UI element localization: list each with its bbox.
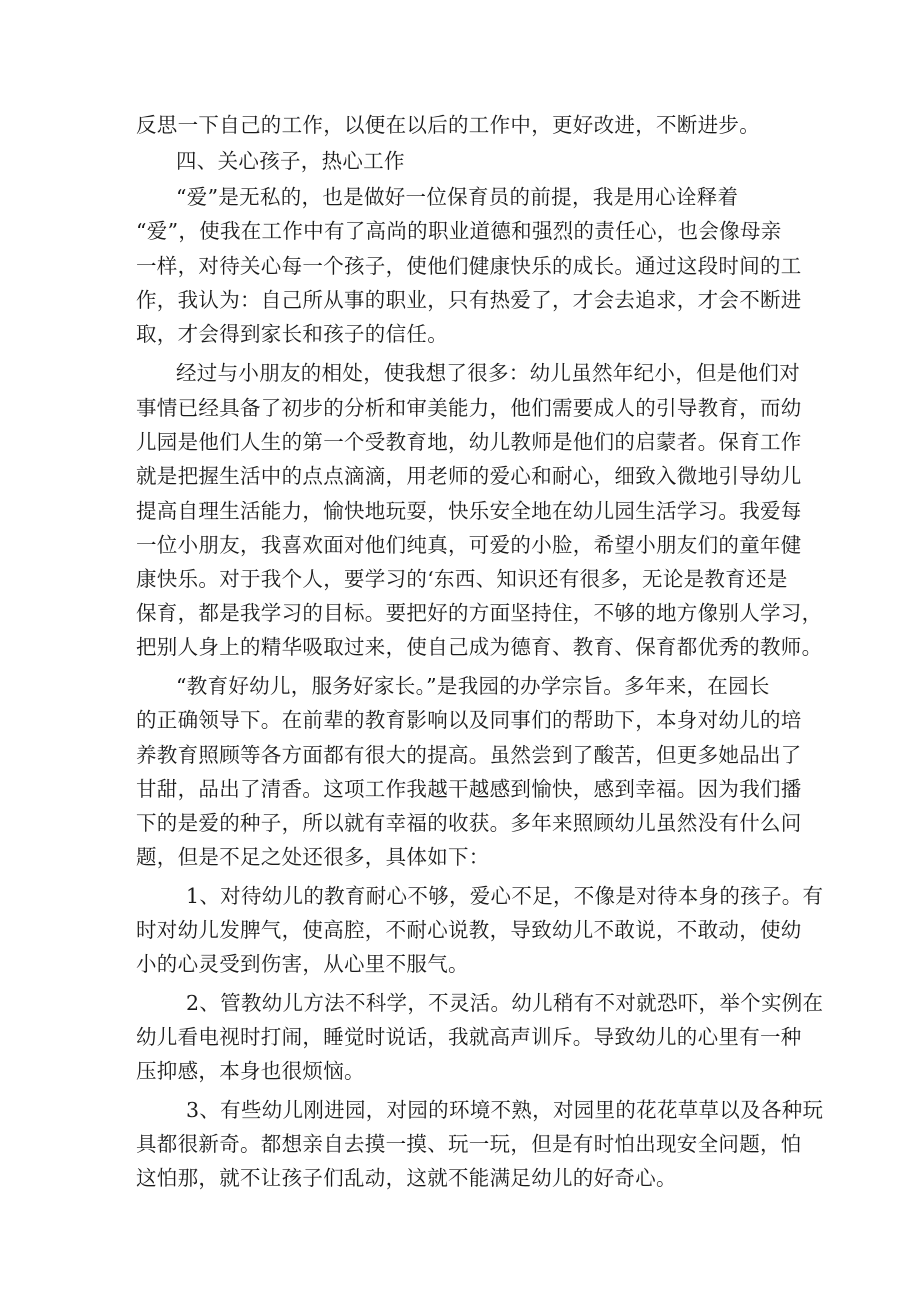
text-line: “爱”是无私的，也是做好一位保育员的前提，我是用心诠释着 — [176, 185, 739, 209]
text-line: 养教育照顾等各方面都有很大的提高。虽然尝到了酸苦，但更多她品出了 — [136, 743, 802, 767]
text-line: 康快乐。对于我个人，要学习的‘东西、知识还有很多，无论是教育还是 — [136, 567, 788, 591]
text-line: 下的是爱的种子，所以就有幸福的收获。多年来照顾幼儿虽然没有什么问 — [136, 811, 802, 835]
text-line: 儿园是他们人生的第一个受教育地，幼儿教师是他们的启蒙者。保育工作 — [136, 430, 802, 454]
text-line: 幼儿看电视时打闹，睡觉时说话，我就高声训斥。导致幼儿的心里有一种 — [136, 1025, 802, 1049]
text-line: 保育，都是我学习的目标。要把好的方面坚持住，不够的地方像别人学习， — [136, 601, 823, 625]
text-line: 把别人身上的精华吸取过来，使自己成为德育、教育、保育都优秀的教师。 — [136, 635, 823, 659]
text-line: 具都很新奇。都想亲自去摸一摸、玩一玩，但是有时怕出现安全问题，怕 — [136, 1132, 802, 1156]
text-line: 压抑感，本身也很烦恼。 — [136, 1059, 365, 1083]
text-line: 一位小朋友，我喜欢面对他们纯真，可爱的小脸，希望小朋友们的童年健 — [136, 533, 802, 557]
text-line: 取，才会得到家长和孩子的信任。 — [136, 322, 448, 346]
text-line: 的正确领导下。在前辈的教育影响以及同事们的帮助下，本身对幼儿的培 — [136, 708, 802, 732]
text-line: 一样，对待关心每一个孩子，使他们健康快乐的成长。通过这段时间的工 — [136, 254, 802, 278]
text-line: 作，我认为：自己所从事的职业，只有热爱了，才会去追求，才会不断进 — [136, 288, 802, 312]
text-line: 时对幼儿发脾气，使高腔，不耐心说教，导致幼儿不敢说，不敢动，使幼 — [136, 918, 802, 942]
text-line: “教育好幼儿，服务好家长。”是我园的办学宗旨。多年来，在园长 — [176, 674, 770, 698]
text-line: 甘甜，品出了清香。这项工作我越干越感到愉快，感到幸福。因为我们播 — [136, 777, 802, 801]
text-line: 就是把握生活中的点点滴滴，用老师的爱心和耐心，细致入微地引导幼儿 — [136, 464, 802, 488]
section-heading: 四、关心孩子，热心工作 — [176, 149, 405, 173]
list-item: 2、管教幼儿方法不科学，不灵活。幼儿稍有不对就恐吓，举个实例在 — [186, 991, 824, 1015]
list-item: 1、对待幼儿的教育耐心不够，爱心不足，不像是对待本身的孩子。有 — [186, 884, 824, 908]
list-item: 3、有些幼儿刚进园，对园的环境不熟，对园里的花花草草以及各种玩 — [186, 1098, 824, 1122]
text-line: 这怕那，就不让孩子们乱动，这就不能满足幼儿的好奇心。 — [136, 1166, 677, 1190]
text-line: 反思一下自己的工作，以便在以后的工作中，更好改进，不断进步。 — [136, 113, 760, 137]
text-line: 题，但是不足之处还很多，具体如下： — [136, 845, 490, 869]
text-line: 小的心灵受到伤害，从心里不服气。 — [136, 952, 469, 976]
text-line: 事情已经具备了初步的分析和审美能力，他们需要成人的引导教育，而幼 — [136, 396, 802, 420]
text-line: “爱”，使我在工作中有了高尚的职业道德和强烈的责任心，也会像母亲 — [136, 219, 782, 243]
text-line: 提高自理生活能力，愉快地玩耍，快乐安全地在幼儿园生活学习。我爱每 — [136, 499, 802, 523]
text-line: 经过与小朋友的相处，使我想了很多：幼儿虽然年纪小，但是他们对 — [176, 361, 800, 385]
